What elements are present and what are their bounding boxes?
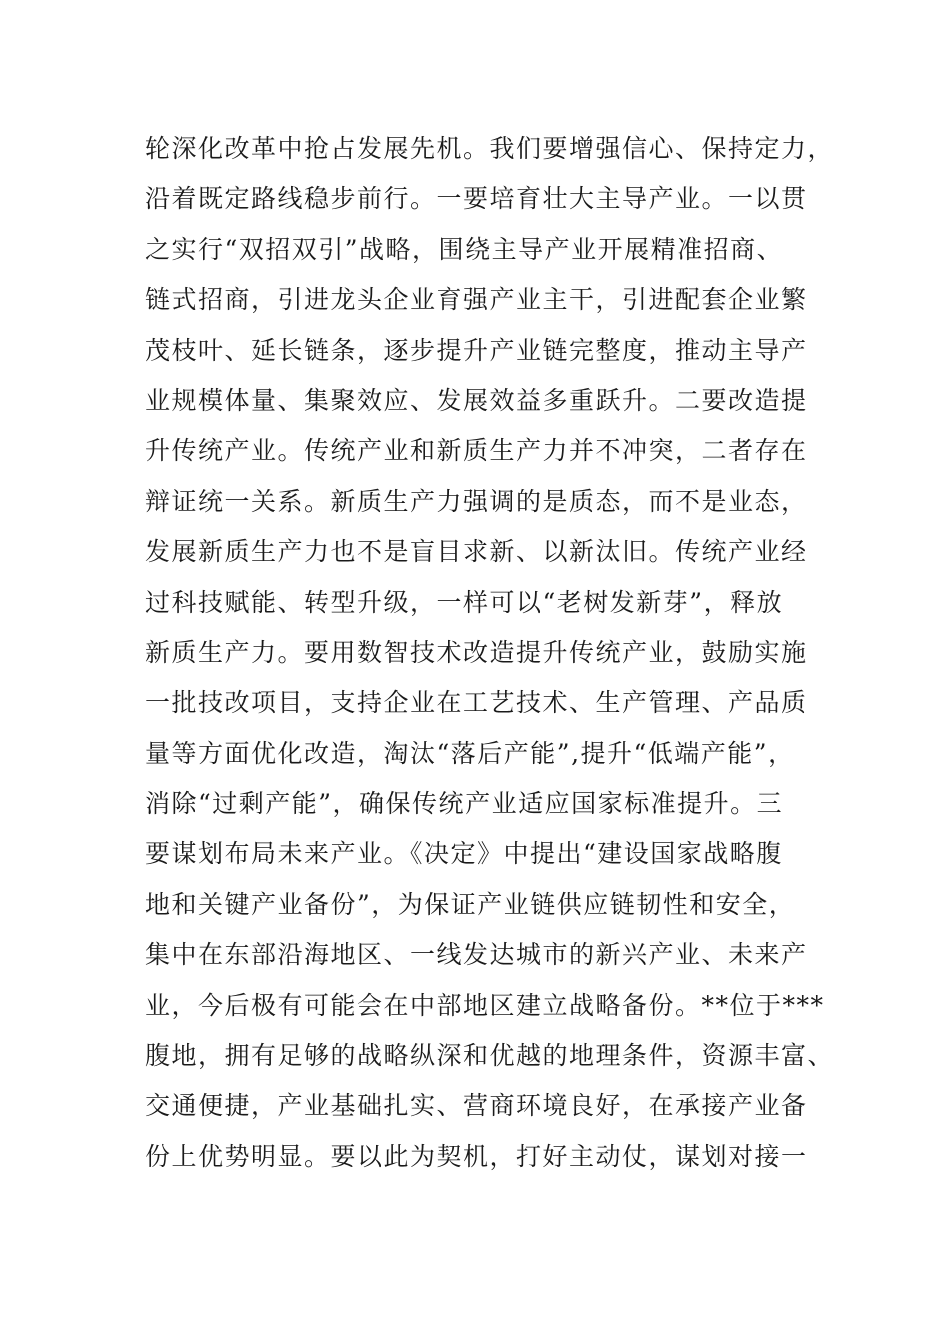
text-line: 新质生产力。要用数智技术改造提升传统产业，鼓励实施: [145, 637, 808, 667]
text-line: 业，今后极有可能会在中部地区建立战略备份。**位于***: [145, 990, 825, 1020]
text-line: 集中在东部沿海地区、一线发达城市的新兴产业、未来产: [145, 940, 808, 970]
text-line: 链式招商，引进龙头企业育强产业主干，引进配套企业繁: [145, 285, 808, 315]
text-line: 辩证统一关系。新质生产力强调的是质态，而不是业态，: [145, 486, 808, 516]
text-line: 地和关键产业备份”，为保证产业链供应链韧性和安全，: [145, 889, 796, 919]
text-line: 过科技赋能、转型升级，一样可以“老树发新芽”，释放: [145, 587, 784, 617]
text-line: 一批技改项目，支持企业在工艺技术、生产管理、产品质: [145, 688, 808, 718]
text-line: 升传统产业。传统产业和新质生产力并不冲突，二者存在: [145, 436, 808, 466]
text-line: 发展新质生产力也不是盲目求新、以新汰旧。传统产业经: [145, 537, 808, 567]
text-line: 之实行“双招双引”战略，围绕主导产业开展精准招商、: [145, 234, 784, 264]
text-line: 沿着既定路线稳步前行。一要培育壮大主导产业。一以贯: [145, 184, 808, 214]
text-line: 腹地，拥有足够的战略纵深和优越的地理条件，资源丰富、: [145, 1041, 835, 1071]
text-line: 消除“过剩产能”，确保传统产业适应国家标准提升。三: [145, 789, 784, 819]
text-line: 量等方面优化改造，淘汰“落后产能”,提升“低端产能”，: [145, 738, 795, 768]
text-line: 份上优势明显。要以此为契机，打好主动仗，谋划对接一: [145, 1141, 808, 1171]
text-line: 茂枝叶、延长链条，逐步提升产业链完整度，推动主导产: [145, 335, 808, 365]
text-line: 轮深化改革中抢占发展先机。我们要增强信心、保持定力，: [145, 134, 835, 163]
text-line: 交通便捷，产业基础扎实、营商环境良好，在承接产业备: [145, 1091, 808, 1121]
text-line: 业规模体量、集聚效应、发展效益多重跃升。二要改造提: [145, 385, 808, 415]
text-line: 要谋划布局未来产业。《决定》中提出“建设国家战略腹: [145, 839, 783, 869]
body-text: [145, 124, 845, 1182]
